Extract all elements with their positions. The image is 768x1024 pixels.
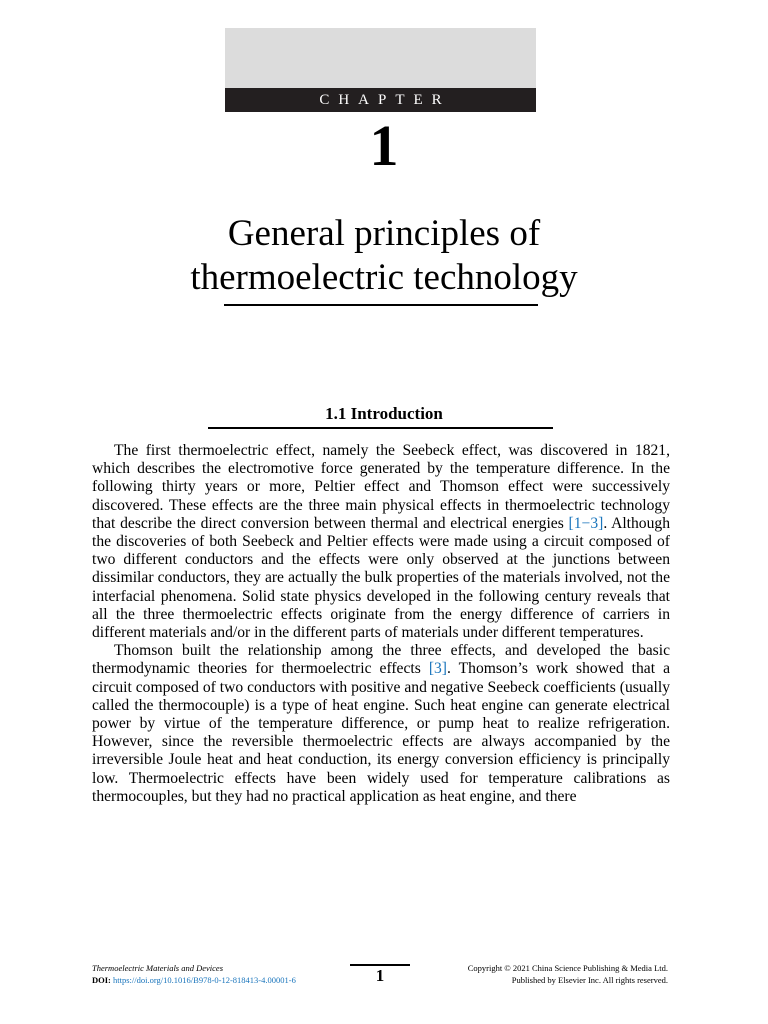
paragraph-1: [92, 442, 670, 642]
citation-link-3[interactable]: [3]: [428, 660, 447, 678]
paragraph-1-text-b: . Although the discoveries of both Seebeck and Peltier effects were made using a circuit composed of two different conductors and the effects were only observed at the junctions between dissimilar conductors, they are actually the bulk properties of the materials involved, not the interfacial phenomena. Solid state physics developed in the following century reveals that all the three thermoelectric effects originate from the energy difference of carriers in different materials and/or in the different parts of materials under different temperatures.: [92, 514, 670, 642]
footer-left: [92, 962, 296, 986]
footer-doi-label: DOI:: [92, 975, 111, 985]
chapter-title-line-2: thermoelectric technology: [190, 257, 578, 298]
paragraph-2-text-a: Thomson built the relationship among the three effects, and developed the basic thermodynamic theories for thermoelectric effects: [92, 642, 670, 678]
citation-link-1-3[interactable]: [1−3]: [568, 514, 604, 532]
paragraph-2-text-b: . Thomson’s work showed that a circuit composed of two conductors with positive and negative Seebeck coefficients (usually called the thermocouple) is a type of heat engine. Such heat engine can generate electrical power by virtue of the temperature difference, or pump heat to realize refrigeration. However, since the reversible thermoelectric effects are always accompanied by the irreversible Joule heat and heat conduction, its energy conversion efficiency is principally low. Thermoelectric effects have been widely used for temperature calibrations as thermocouples, but they had no practical application as heat engine, and there: [92, 660, 670, 805]
page-number: 1: [375, 966, 385, 985]
footer-doi: [92, 974, 296, 986]
body-text: [92, 442, 670, 806]
section-underline: [208, 427, 553, 429]
footer-journal-title: Thermoelectric Materials and Devices: [92, 963, 224, 973]
footer-copyright: Copyright © 2021 China Science Publishing & Media Ltd.: [467, 963, 668, 973]
chapter-number: 1: [369, 113, 399, 178]
paragraph-2: [92, 642, 670, 806]
chapter-header-box: [225, 28, 536, 88]
chapter-label: CHAPTER: [225, 88, 536, 112]
footer-right: [468, 962, 668, 986]
doi-link[interactable]: https://doi.org/10.1016/B978-0-12-818413-4.00001-6: [113, 975, 296, 985]
paragraph-1-text-a: The first thermoelectric effect, namely the Seebeck effect, was discovered in 1821, which describes the electromotive force generated by the temperature difference. In the following thirty years or more, Peltier effect and Thomson effect were successively discovered. These effects are the three main physical effects in thermoelectric technology that describe the direct conversion between thermal and electrical energies: [92, 442, 670, 532]
section-heading: 1.1 Introduction: [325, 404, 443, 423]
title-underline: [224, 304, 538, 306]
footer-publisher: Published by Elsevier Inc. All rights reserved.: [511, 975, 668, 985]
chapter-title-line-1: General principles of: [227, 213, 541, 254]
chapter-title: [0, 212, 768, 300]
